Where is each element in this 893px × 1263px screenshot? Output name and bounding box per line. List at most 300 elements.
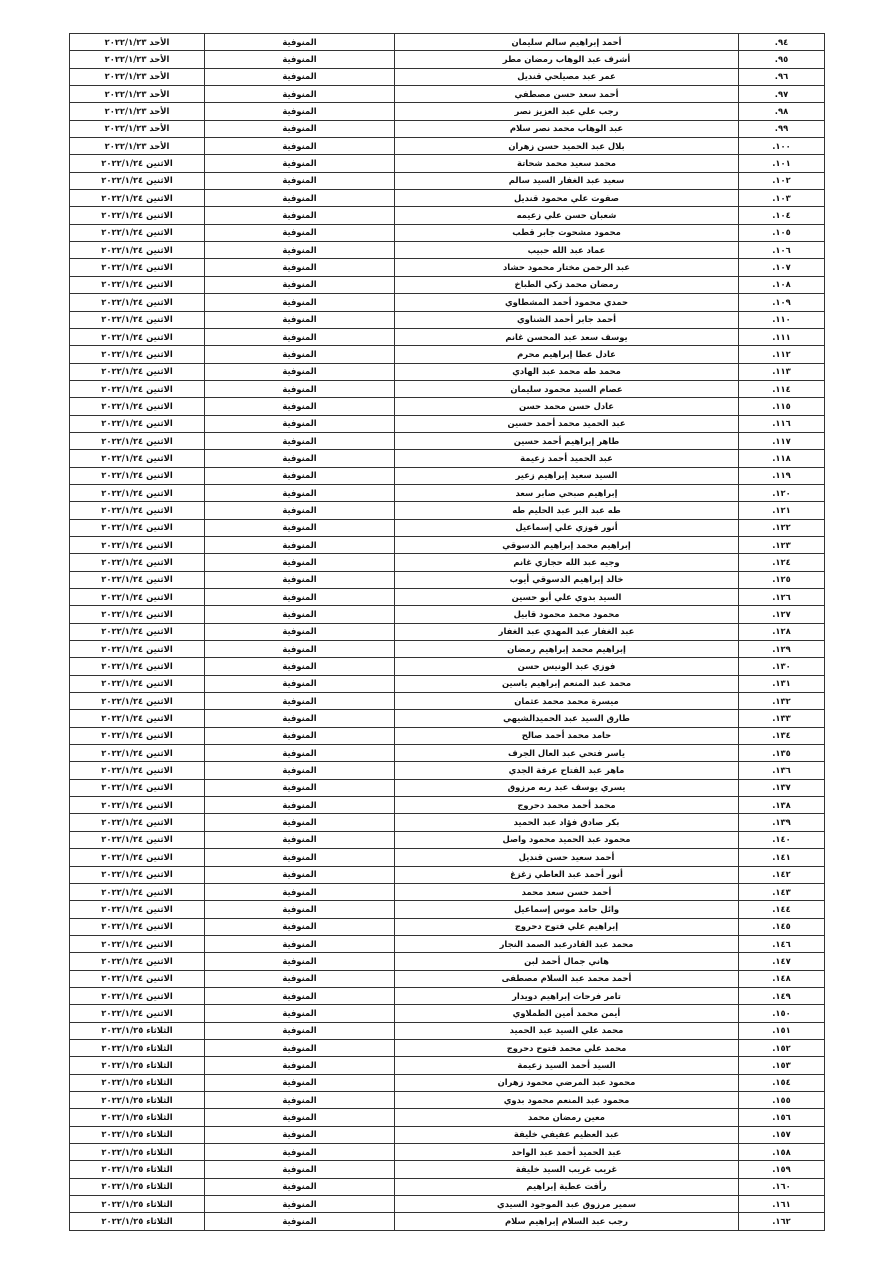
name-cell: يوسف سعد عبد المحسن غانم [395,328,739,345]
governorate-cell: المنوفية [205,1091,395,1108]
row-number-cell: ١٥٤. [739,1074,825,1091]
governorate-cell: المنوفية [205,1039,395,1056]
governorate-cell: المنوفية [205,710,395,727]
date-cell: الثلاثاء ٢٠٢٢/١/٢٥ [70,1039,205,1056]
table-row [70,155,825,172]
name-cell: وجيه عبد الله حجازي غانم [395,554,739,571]
table-row [70,970,825,987]
table-row [70,1109,825,1126]
table-row [70,1022,825,1039]
governorate-cell: المنوفية [205,918,395,935]
table-row [70,34,825,51]
date-cell: الاثنين ٢٠٢٢/١/٢٤ [70,693,205,710]
table-row [70,276,825,293]
governorate-cell: المنوفية [205,34,395,51]
table-row [70,398,825,415]
date-cell: الاثنين ٢٠٢٢/١/٢٤ [70,745,205,762]
row-number-cell: ٩٩. [739,120,825,137]
table-row [70,120,825,137]
row-number-cell: ١٢٢. [739,519,825,536]
date-cell: الاثنين ٢٠٢٢/١/٢٤ [70,727,205,744]
row-number-cell: ١٠٥. [739,224,825,241]
name-cell: السيد بدوي علي أبو حسين [395,589,739,606]
row-number-cell: ١٦٢. [739,1213,825,1230]
name-cell: أحمد محمد عبد السلام مصطفى [395,970,739,987]
governorate-cell: المنوفية [205,207,395,224]
table-row [70,658,825,675]
table-row [70,745,825,762]
date-cell: الاثنين ٢٠٢٢/١/٢٤ [70,363,205,380]
date-cell: الاثنين ٢٠٢٢/١/٢٤ [70,432,205,449]
governorate-cell: المنوفية [205,398,395,415]
name-cell: حمدي محمود أحمد المشطاوي [395,294,739,311]
row-number-cell: ١٠٩. [739,294,825,311]
table-row [70,797,825,814]
name-cell: إبراهيم صبحي صابر سعد [395,484,739,501]
table-row [70,172,825,189]
governorate-cell: المنوفية [205,276,395,293]
table-row [70,1039,825,1056]
governorate-cell: المنوفية [205,554,395,571]
date-cell: الاثنين ٢٠٢٢/١/٢٤ [70,554,205,571]
name-cell: عبد الغفار عبد المهدي عبد الغفار [395,623,739,640]
name-cell: خالد إبراهيم الدسوقي أيوب [395,571,739,588]
name-cell: أشرف عبد الوهاب رمضان مطر [395,51,739,68]
table-row [70,363,825,380]
governorate-cell: المنوفية [205,935,395,952]
name-cell: محمود مشحوت جابر قطب [395,224,739,241]
name-cell: أيمن محمد أمين الطملاوي [395,1005,739,1022]
table-row [70,1213,825,1230]
governorate-cell: المنوفية [205,311,395,328]
table-row [70,519,825,536]
name-cell: محمد أحمد محمد دحروج [395,797,739,814]
row-number-cell: ١٤٥. [739,918,825,935]
governorate-cell: المنوفية [205,484,395,501]
date-cell: الاثنين ٢٠٢٢/١/٢٤ [70,918,205,935]
governorate-cell: المنوفية [205,1005,395,1022]
name-cell: عصام السيد محمود سليمان [395,380,739,397]
table-row [70,328,825,345]
governorate-cell: المنوفية [205,1144,395,1161]
governorate-cell: المنوفية [205,536,395,553]
date-cell: الاثنين ٢٠٢٢/١/٢٤ [70,155,205,172]
governorate-cell: المنوفية [205,1057,395,1074]
row-number-cell: ١٤٢. [739,866,825,883]
date-cell: الثلاثاء ٢٠٢٢/١/٢٥ [70,1213,205,1230]
governorate-cell: المنوفية [205,987,395,1004]
table-row [70,641,825,658]
row-number-cell: ١٢٤. [739,554,825,571]
name-cell: محمود محمد محمود قابيل [395,606,739,623]
name-cell: ماهر عبد الفتاح عرفة الجدي [395,762,739,779]
row-number-cell: ١٥٠. [739,1005,825,1022]
date-cell: الاثنين ٢٠٢٢/١/٢٤ [70,797,205,814]
governorate-cell: المنوفية [205,762,395,779]
row-number-cell: ١٣٣. [739,710,825,727]
governorate-cell: المنوفية [205,242,395,259]
table-row [70,51,825,68]
governorate-cell: المنوفية [205,1074,395,1091]
name-cell: أنور فوزي علي إسماعيل [395,519,739,536]
name-cell: إبراهيم محمد إبراهيم الدسوقي [395,536,739,553]
table-row [70,224,825,241]
name-cell: عبد الوهاب محمد نصر سلام [395,120,739,137]
table-row [70,623,825,640]
governorate-cell: المنوفية [205,51,395,68]
governorate-cell: المنوفية [205,502,395,519]
row-number-cell: ١٥٦. [739,1109,825,1126]
table-row [70,901,825,918]
table-row [70,1074,825,1091]
row-number-cell: ١٠٣. [739,190,825,207]
governorate-cell: المنوفية [205,589,395,606]
date-cell: الثلاثاء ٢٠٢٢/١/٢٥ [70,1126,205,1143]
date-cell: الاثنين ٢٠٢٢/١/٢٤ [70,294,205,311]
date-cell: الاثنين ٢٠٢٢/١/٢٤ [70,1005,205,1022]
name-cell: غريب غريب السيد خليفة [395,1161,739,1178]
table-row [70,779,825,796]
governorate-cell: المنوفية [205,901,395,918]
row-number-cell: ١٤٩. [739,987,825,1004]
row-number-cell: ١٤٨. [739,970,825,987]
governorate-cell: المنوفية [205,883,395,900]
date-cell: الاثنين ٢٠٢٢/١/٢٤ [70,814,205,831]
name-cell: عمر عبد مصيلحي قنديل [395,68,739,85]
row-number-cell: ١٣٢. [739,693,825,710]
date-cell: الاثنين ٢٠٢٢/١/٢٤ [70,935,205,952]
name-cell: طاهر إبراهيم أحمد حسين [395,432,739,449]
date-cell: الثلاثاء ٢٠٢٢/١/٢٥ [70,1196,205,1213]
row-number-cell: ١٢٨. [739,623,825,640]
table-row [70,727,825,744]
name-cell: يسري يوسف عبد ربه مرزوق [395,779,739,796]
table-row [70,1161,825,1178]
name-cell: شعبان حسن علي زعيمه [395,207,739,224]
row-number-cell: ١١٦. [739,415,825,432]
row-number-cell: ١١٨. [739,450,825,467]
table-row [70,103,825,120]
table-row [70,432,825,449]
table-row [70,883,825,900]
row-number-cell: ١٣٤. [739,727,825,744]
date-cell: الاثنين ٢٠٢٢/١/٢٤ [70,380,205,397]
date-cell: الاثنين ٢٠٢٢/١/٢٤ [70,658,205,675]
name-cell: محمد عبد القادرعبد الصمد النجار [395,935,739,952]
row-number-cell: ٩٥. [739,51,825,68]
date-cell: الاثنين ٢٠٢٢/١/٢٤ [70,589,205,606]
row-number-cell: ١٠٠. [739,138,825,155]
row-number-cell: ١٣١. [739,675,825,692]
date-cell: الاثنين ٢٠٢٢/١/٢٤ [70,762,205,779]
name-cell: محمد علي محمد فتوح دحروج [395,1039,739,1056]
date-cell: الثلاثاء ٢٠٢٢/١/٢٥ [70,1091,205,1108]
name-cell: سعيد عبد الغفار السيد سالم [395,172,739,189]
name-cell: عماد عبد الله حبيب [395,242,739,259]
table-row [70,1178,825,1195]
row-number-cell: ١٣٨. [739,797,825,814]
table-row [70,1091,825,1108]
name-cell: بكر صادق فؤاد عبد الحميد [395,814,739,831]
governorate-cell: المنوفية [205,380,395,397]
records-table-container [69,33,824,1231]
row-number-cell: ١١٣. [739,363,825,380]
governorate-cell: المنوفية [205,172,395,189]
date-cell: الاثنين ٢٠٢٢/١/٢٤ [70,224,205,241]
governorate-cell: المنوفية [205,675,395,692]
date-cell: الاثنين ٢٠٢٢/١/٢٤ [70,779,205,796]
row-number-cell: ١٠٦. [739,242,825,259]
date-cell: الاثنين ٢٠٢٢/١/٢٤ [70,242,205,259]
governorate-cell: المنوفية [205,450,395,467]
date-cell: الأحد ٢٠٢٢/١/٢٣ [70,34,205,51]
row-number-cell: ١٤١. [739,849,825,866]
table-row [70,762,825,779]
date-cell: الاثنين ٢٠٢٢/١/٢٤ [70,276,205,293]
date-cell: الأحد ٢٠٢٢/١/٢٣ [70,138,205,155]
row-number-cell: ١٢٧. [739,606,825,623]
name-cell: عبد الحميد محمد أحمد حسين [395,415,739,432]
date-cell: الثلاثاء ٢٠٢٢/١/٢٥ [70,1057,205,1074]
governorate-cell: المنوفية [205,745,395,762]
row-number-cell: ١١٩. [739,467,825,484]
date-cell: الاثنين ٢٠٢٢/١/٢٤ [70,311,205,328]
date-cell: الاثنين ٢٠٢٢/١/٢٤ [70,450,205,467]
row-number-cell: ١٠٨. [739,276,825,293]
name-cell: محمود عبد المرضي محمود زهران [395,1074,739,1091]
governorate-cell: المنوفية [205,727,395,744]
table-row [70,1057,825,1074]
table-row [70,831,825,848]
name-cell: محمد سعيد محمد شحاتة [395,155,739,172]
name-cell: رجب علي عبد العزيز نصر [395,103,739,120]
date-cell: الاثنين ٢٠٢٢/١/٢٤ [70,415,205,432]
table-row [70,589,825,606]
row-number-cell: ١٠٧. [739,259,825,276]
name-cell: محمد عبد المنعم إبراهيم ياسين [395,675,739,692]
date-cell: الاثنين ٢٠٢٢/١/٢٤ [70,190,205,207]
date-cell: الاثنين ٢٠٢٢/١/٢٤ [70,953,205,970]
date-cell: الأحد ٢٠٢٢/١/٢٣ [70,120,205,137]
governorate-cell: المنوفية [205,693,395,710]
table-row [70,467,825,484]
governorate-cell: المنوفية [205,294,395,311]
table-row [70,415,825,432]
name-cell: وائل حامد موس إسماعيل [395,901,739,918]
governorate-cell: المنوفية [205,866,395,883]
name-cell: رجب عبد السلام إبراهيم سلام [395,1213,739,1230]
table-row [70,1126,825,1143]
name-cell: محمود عبد الحميد محمود واصل [395,831,739,848]
governorate-cell: المنوفية [205,467,395,484]
date-cell: الاثنين ٢٠٢٢/١/٢٤ [70,849,205,866]
table-row [70,606,825,623]
row-number-cell: ١١١. [739,328,825,345]
name-cell: أحمد سعد حسن مصطفي [395,86,739,103]
governorate-cell: المنوفية [205,970,395,987]
date-cell: الاثنين ٢٠٢٢/١/٢٤ [70,710,205,727]
governorate-cell: المنوفية [205,415,395,432]
name-cell: تامر فرحات إبراهيم دويدار [395,987,739,1004]
row-number-cell: ٩٨. [739,103,825,120]
table-row [70,987,825,1004]
row-number-cell: ٩٦. [739,68,825,85]
name-cell: عادل عطا إبراهيم محرم [395,346,739,363]
governorate-cell: المنوفية [205,658,395,675]
row-number-cell: ١٥٢. [739,1039,825,1056]
name-cell: محمد طه محمد عبد الهادي [395,363,739,380]
governorate-cell: المنوفية [205,138,395,155]
date-cell: الاثنين ٢٠٢٢/١/٢٤ [70,259,205,276]
governorate-cell: المنوفية [205,606,395,623]
table-row [70,814,825,831]
row-number-cell: ١١٤. [739,380,825,397]
table-row [70,675,825,692]
table-row [70,484,825,501]
table-row [70,536,825,553]
row-number-cell: ١٦٠. [739,1178,825,1195]
name-cell: رأفت عطية إبراهيم [395,1178,739,1195]
date-cell: الاثنين ٢٠٢٢/١/٢٤ [70,467,205,484]
table-row [70,554,825,571]
table-row [70,294,825,311]
table-row [70,1144,825,1161]
row-number-cell: ١٦١. [739,1196,825,1213]
date-cell: الاثنين ٢٠٢٢/١/٢٤ [70,484,205,501]
row-number-cell: ١٣٩. [739,814,825,831]
row-number-cell: ٩٤. [739,34,825,51]
date-cell: الثلاثاء ٢٠٢٢/١/٢٥ [70,1144,205,1161]
row-number-cell: ١٠٤. [739,207,825,224]
governorate-cell: المنوفية [205,259,395,276]
row-number-cell: ١٢٥. [739,571,825,588]
date-cell: الاثنين ٢٠٢٢/١/٢٤ [70,172,205,189]
table-row [70,346,825,363]
name-cell: عبد الرحمن مختار محمود حشاد [395,259,739,276]
row-number-cell: ١٢٣. [739,536,825,553]
governorate-cell: المنوفية [205,432,395,449]
date-cell: الثلاثاء ٢٠٢٢/١/٢٥ [70,1109,205,1126]
table-row [70,86,825,103]
governorate-cell: المنوفية [205,1178,395,1195]
governorate-cell: المنوفية [205,1196,395,1213]
governorate-cell: المنوفية [205,346,395,363]
governorate-cell: المنوفية [205,120,395,137]
date-cell: الثلاثاء ٢٠٢٢/١/٢٥ [70,1022,205,1039]
date-cell: الاثنين ٢٠٢٢/١/٢٤ [70,398,205,415]
row-number-cell: ١٢٩. [739,641,825,658]
date-cell: الأحد ٢٠٢٢/١/٢٣ [70,51,205,68]
date-cell: الاثنين ٢٠٢٢/١/٢٤ [70,623,205,640]
table-row [70,918,825,935]
row-number-cell: ١٢١. [739,502,825,519]
name-cell: محمد علي السيد عبد الحميد [395,1022,739,1039]
row-number-cell: ١٤٧. [739,953,825,970]
name-cell: السيد سعيد إبراهيم زعير [395,467,739,484]
governorate-cell: المنوفية [205,155,395,172]
table-row [70,311,825,328]
name-cell: ياسر فتحي عبد العال الجرف [395,745,739,762]
table-row [70,68,825,85]
name-cell: سمير مرزوق عبد الموجود السيدي [395,1196,739,1213]
table-row [70,242,825,259]
governorate-cell: المنوفية [205,571,395,588]
table-row [70,953,825,970]
records-table [69,33,825,1231]
date-cell: الاثنين ٢٠٢٢/١/٢٤ [70,831,205,848]
date-cell: الاثنين ٢٠٢٢/١/٢٤ [70,901,205,918]
row-number-cell: ١٣٠. [739,658,825,675]
date-cell: الاثنين ٢٠٢٢/١/٢٤ [70,519,205,536]
date-cell: الاثنين ٢٠٢٢/١/٢٤ [70,346,205,363]
governorate-cell: المنوفية [205,86,395,103]
row-number-cell: ١٥٨. [739,1144,825,1161]
date-cell: الثلاثاء ٢٠٢٢/١/٢٥ [70,1074,205,1091]
governorate-cell: المنوفية [205,1022,395,1039]
governorate-cell: المنوفية [205,68,395,85]
row-number-cell: ١٠٢. [739,172,825,189]
governorate-cell: المنوفية [205,797,395,814]
table-row [70,849,825,866]
table-row [70,693,825,710]
governorate-cell: المنوفية [205,779,395,796]
row-number-cell: ١٥٥. [739,1091,825,1108]
date-cell: الاثنين ٢٠٢٢/١/٢٤ [70,883,205,900]
row-number-cell: ١٥٧. [739,1126,825,1143]
governorate-cell: المنوفية [205,849,395,866]
name-cell: فوزي عبد الونيس حسن [395,658,739,675]
table-row [70,935,825,952]
records-table-body [70,34,825,1231]
name-cell: أحمد جابر أحمد الشناوي [395,311,739,328]
date-cell: الثلاثاء ٢٠٢٢/١/٢٥ [70,1178,205,1195]
name-cell: معين رمضان محمد [395,1109,739,1126]
table-row [70,259,825,276]
date-cell: الأحد ٢٠٢٢/١/٢٣ [70,68,205,85]
table-row [70,207,825,224]
date-cell: الاثنين ٢٠٢٢/١/٢٤ [70,328,205,345]
row-number-cell: ١٢٠. [739,484,825,501]
name-cell: ميسرة محمد محمد عثمان [395,693,739,710]
date-cell: الاثنين ٢٠٢٢/١/٢٤ [70,606,205,623]
name-cell: السيد أحمد السيد زعيمة [395,1057,739,1074]
name-cell: عبد الحميد أحمد زعيمة [395,450,739,467]
name-cell: حامد محمد أحمد صالح [395,727,739,744]
row-number-cell: ١١٥. [739,398,825,415]
governorate-cell: المنوفية [205,1161,395,1178]
governorate-cell: المنوفية [205,363,395,380]
date-cell: الاثنين ٢٠٢٢/١/٢٤ [70,970,205,987]
row-number-cell: ١٣٧. [739,779,825,796]
date-cell: الاثنين ٢٠٢٢/١/٢٤ [70,536,205,553]
row-number-cell: ١٤٣. [739,883,825,900]
governorate-cell: المنوفية [205,623,395,640]
row-number-cell: ١١٠. [739,311,825,328]
governorate-cell: المنوفية [205,831,395,848]
date-cell: الاثنين ٢٠٢٢/١/٢٤ [70,571,205,588]
name-cell: محمود عبد المنعم محمود بدوي [395,1091,739,1108]
table-row [70,138,825,155]
table-row [70,1005,825,1022]
date-cell: الأحد ٢٠٢٢/١/٢٣ [70,103,205,120]
row-number-cell: ١٤٠. [739,831,825,848]
name-cell: عبد الحميد أحمد عبد الواحد [395,1144,739,1161]
governorate-cell: المنوفية [205,224,395,241]
table-row [70,502,825,519]
name-cell: هاني جمال أحمد لبن [395,953,739,970]
date-cell: الاثنين ٢٠٢٢/١/٢٤ [70,502,205,519]
table-row [70,571,825,588]
